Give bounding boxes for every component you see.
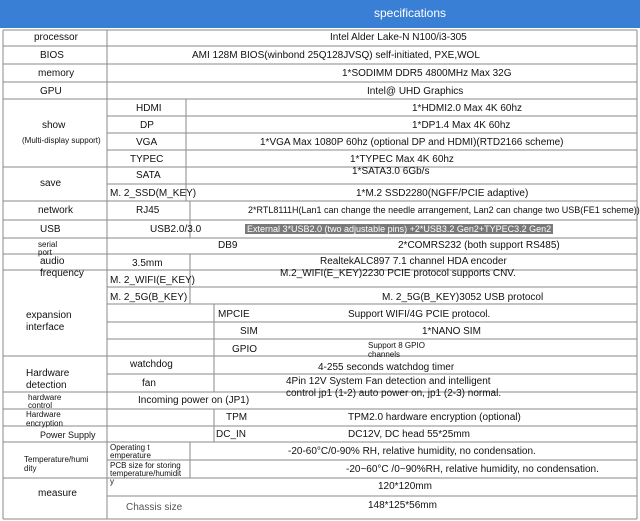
expansion-gpio-value-line1: Support 8 GPIO: [368, 341, 425, 350]
network-rj45-value: 2*RTL8111H(Lan1 can change the needle arrangement, Lan2 can change two USB(FE1 scheme)): [248, 205, 640, 215]
row-label-hw-encryption-line1: Hardware: [26, 410, 61, 419]
expansion-wifi-value: M.2_WIFI(E_KEY)2230 PCIE protocol supports CNV.: [280, 268, 516, 279]
row-label-hw-detection-line1: Hardware: [26, 368, 70, 379]
fan-label: fan: [142, 378, 156, 389]
row-label-serial-line1: serial: [38, 240, 58, 249]
row-label-power-supply: Power Supply: [40, 430, 96, 440]
dc-in-value: DC12V, DC head 55*25mm: [348, 429, 470, 440]
usb-value: External 3*USB2.0 (two adjustable pins) +2*USB3.2 Gen2+TYPEC3.2 Gen2: [247, 224, 552, 234]
row-label-hw-encryption-line2: encryption: [26, 419, 63, 428]
expansion-gpio-value-line2: channels: [368, 350, 401, 359]
audio-sublabel: 3.5mm: [132, 258, 163, 269]
operating-temp-label-line2: emperature: [110, 451, 151, 460]
expansion-sim-label: SIM: [240, 326, 258, 337]
usb-sublabel: USB2.0/3.0: [150, 224, 202, 235]
row-label-temp-humidity-line2: dity: [24, 464, 37, 473]
storage-temp-label-line2: temperature/humidit: [110, 469, 182, 478]
save-ssd-value: 1*M.2 SSD2280(NGFF/PCIE adaptive): [356, 188, 529, 199]
row-label-expansion-line1: expansion: [26, 310, 72, 321]
row-label-memory: memory: [38, 68, 75, 79]
expansion-gpio-label: GPIO: [232, 344, 258, 355]
operating-temp-label-line1: Operating t: [110, 443, 150, 452]
measure-value: 120*120mm: [378, 481, 432, 492]
tpm-label: TPM: [226, 412, 248, 423]
row-label-save: save: [40, 178, 62, 189]
fan-value-line2: control jp1 (1-2) auto power on, jp1 (2-3) normal.: [286, 388, 502, 399]
expansion-mpcie-value: Support WIFI/4G PCIE protocol.: [348, 309, 491, 320]
row-value-memory: 1*SODIMM DDR5 4800MHz Max 32G: [342, 68, 512, 79]
row-label-hw-control-line2: control: [28, 401, 53, 410]
expansion-mpcie-label: MPCIE: [218, 309, 250, 320]
row-label-usb: USB: [40, 224, 61, 235]
save-sata-label: SATA: [136, 170, 161, 181]
watchdog-value: 4-255 seconds watchdog timer: [318, 362, 455, 373]
row-value-processor: Intel Alder Lake-N N100/i3-305: [330, 32, 467, 43]
show-typec-label: TYPEC: [130, 154, 164, 165]
row-sublabel-show: (Multi-display support): [22, 136, 101, 145]
expansion-5g-label: M. 2_5G(B_KEY): [110, 292, 188, 303]
show-hdmi-value: 1*HDMI2.0 Max 4K 60hz: [412, 103, 523, 114]
row-label-gpu: GPU: [40, 86, 62, 97]
row-value-gpu: Intel@ UHD Graphics: [367, 86, 464, 97]
save-sata-value: 1*SATA3.0 6Gb/s: [352, 166, 430, 177]
chassis-size-label: Chassis size: [126, 502, 183, 513]
row-label-bios: BIOS: [40, 50, 64, 61]
operating-temp-value: -20-60°C/0-90% RH, relative humidity, no condensation.: [288, 446, 536, 457]
row-label-serial-line2: port: [38, 248, 52, 257]
show-dp-label: DP: [140, 120, 154, 131]
dc-in-label: DC_IN: [216, 429, 247, 440]
row-label-network: network: [38, 205, 74, 216]
row-label-hw-control-line1: hardware: [28, 393, 62, 402]
row-label-audio-line1: audio: [40, 256, 65, 267]
show-vga-label: VGA: [136, 137, 158, 148]
serial-db9-label: DB9: [218, 240, 238, 251]
row-value-bios: AMI 128M BIOS(winbond 25Q128JVSQ) self-initiated, PXE,WOL: [192, 50, 480, 61]
storage-temp-value: -20~60°C /0~90%RH, relative humidity, no condensation.: [346, 464, 599, 475]
expansion-wifi-label: M. 2_WIFI(E_KEY): [110, 275, 196, 286]
storage-temp-label-line1: PCB size for storing: [110, 461, 181, 470]
show-typec-value: 1*TYPEC Max 4K 60hz: [350, 154, 454, 165]
fan-value-line1: 4Pin 12V System Fan detection and intelligent: [286, 376, 491, 387]
row-label-expansion-line2: interface: [26, 322, 65, 333]
show-vga-value: 1*VGA Max 1080P 60hz (optional DP and HDMI)(RTD2166 scheme): [260, 137, 564, 148]
row-label-show: show: [42, 120, 66, 131]
row-label-measure: measure: [38, 488, 77, 499]
audio-value: RealtekALC897 7.1 channel HDA encoder: [320, 256, 507, 267]
spec-title: specifications: [373, 6, 447, 20]
hw-control-value: Incoming power on (JP1): [138, 395, 250, 406]
show-hdmi-label: HDMI: [136, 103, 162, 114]
storage-temp-label-line3: y: [110, 477, 114, 486]
expansion-sim-value: 1*NANO SIM: [422, 326, 481, 337]
serial-value: 2*COMRS232 (both support RS485): [398, 240, 560, 251]
watchdog-label: watchdog: [130, 359, 173, 370]
network-rj45-label: RJ45: [136, 205, 160, 216]
chassis-size-value: 148*125*56mm: [368, 500, 437, 511]
save-ssd-label: M. 2_SSD(M_KEY): [110, 188, 197, 199]
tpm-value: TPM2.0 hardware encryption (optional): [348, 412, 521, 423]
show-dp-value: 1*DP1.4 Max 4K 60hz: [412, 120, 511, 131]
row-label-audio-line2: frequency: [40, 268, 84, 279]
expansion-5g-value: M. 2_5G(B_KEY)3052 USB protocol: [382, 292, 544, 303]
row-label-temp-humidity-line1: Temperature/humi: [24, 455, 89, 464]
row-label-processor: processor: [34, 32, 78, 43]
row-label-hw-detection-line2: detection: [26, 380, 67, 391]
